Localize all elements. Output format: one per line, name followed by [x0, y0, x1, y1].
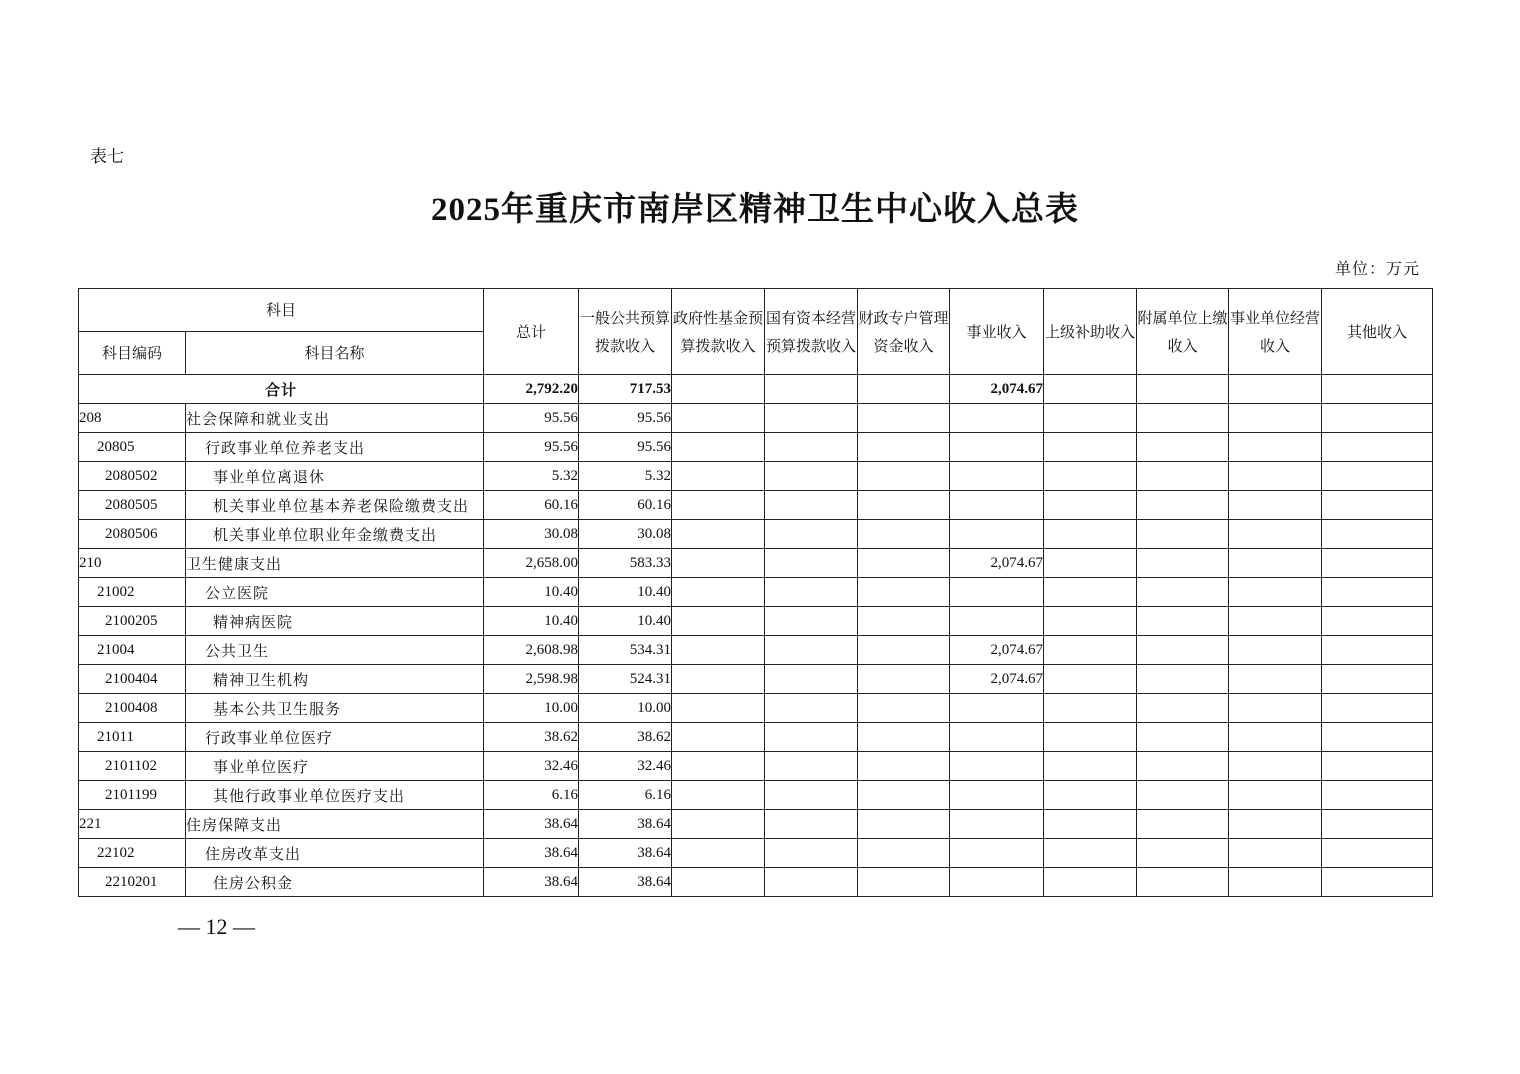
header-total: 总计 — [484, 289, 579, 375]
cell-operating-income — [1229, 665, 1322, 694]
cell-other-income — [1322, 491, 1433, 520]
cell-other-income — [1322, 665, 1433, 694]
cell-subject-code: 2100404 — [79, 665, 186, 694]
cell-special-fund — [858, 404, 950, 433]
cell-gov-fund — [672, 810, 765, 839]
cell-state-capital — [765, 578, 858, 607]
cell-total: 10.40 — [484, 607, 579, 636]
cell-subject-code: 2101102 — [79, 752, 186, 781]
cell-subject-name: 精神病医院 — [186, 607, 484, 636]
cell-affiliated-payment — [1137, 781, 1229, 810]
header-affiliated-payment: 附属单位上缴收入 — [1137, 289, 1229, 375]
cell-affiliated-payment — [1137, 752, 1229, 781]
cell-general-budget: 10.40 — [579, 607, 672, 636]
cell-gov-fund — [672, 578, 765, 607]
cell-superior-subsidy — [1044, 752, 1137, 781]
header-general-budget: 一般公共预算拨款收入 — [579, 289, 672, 375]
cell-subject-code: 2100408 — [79, 694, 186, 723]
cell-superior-subsidy — [1044, 404, 1137, 433]
cell-business-income — [950, 433, 1044, 462]
cell-superior-subsidy — [1044, 694, 1137, 723]
header-state-capital: 国有资本经营预算拨款收入 — [765, 289, 858, 375]
cell-general-budget: 38.64 — [579, 810, 672, 839]
cell-subject-name: 住房保障支出 — [186, 810, 484, 839]
cell-other-income — [1322, 694, 1433, 723]
table-row — [79, 723, 1433, 752]
cell-superior-subsidy — [1044, 810, 1137, 839]
cell-state-capital — [765, 433, 858, 462]
cell-general-budget: 10.00 — [579, 694, 672, 723]
cell-gov-fund — [672, 752, 765, 781]
cell-operating-income — [1229, 781, 1322, 810]
cell-affiliated-payment — [1137, 520, 1229, 549]
cell-special-fund — [858, 636, 950, 665]
cell-special-fund — [858, 694, 950, 723]
cell-operating-income — [1229, 462, 1322, 491]
cell-other-income — [1322, 723, 1433, 752]
cell-special-fund — [858, 578, 950, 607]
cell-general-budget: 60.16 — [579, 491, 672, 520]
cell-total: 6.16 — [484, 781, 579, 810]
cell-total: 32.46 — [484, 752, 579, 781]
cell-other-income — [1322, 549, 1433, 578]
cell-affiliated-payment — [1137, 694, 1229, 723]
cell-subject-code: 2080502 — [79, 462, 186, 491]
cell-total: 30.08 — [484, 520, 579, 549]
cell-general-budget: 38.64 — [579, 839, 672, 868]
cell-total: 2,792.20 — [484, 375, 579, 404]
cell-state-capital — [765, 810, 858, 839]
cell-affiliated-payment — [1137, 723, 1229, 752]
cell-affiliated-payment — [1137, 665, 1229, 694]
cell-general-budget: 38.62 — [579, 723, 672, 752]
cell-subject-name: 基本公共卫生服务 — [186, 694, 484, 723]
cell-subject-code: 2080505 — [79, 491, 186, 520]
cell-affiliated-payment — [1137, 810, 1229, 839]
total-row — [79, 375, 1433, 404]
cell-operating-income — [1229, 375, 1322, 404]
cell-affiliated-payment — [1137, 839, 1229, 868]
cell-gov-fund — [672, 723, 765, 752]
table-row — [79, 781, 1433, 810]
cell-total: 60.16 — [484, 491, 579, 520]
cell-general-budget: 5.32 — [579, 462, 672, 491]
table-row — [79, 520, 1433, 549]
cell-total: 38.64 — [484, 839, 579, 868]
table-row — [79, 462, 1433, 491]
cell-business-income — [950, 694, 1044, 723]
cell-state-capital — [765, 636, 858, 665]
cell-special-fund — [858, 375, 950, 404]
cell-business-income: 2,074.67 — [950, 665, 1044, 694]
cell-gov-fund — [672, 694, 765, 723]
header-superior-subsidy: 上级补助收入 — [1044, 289, 1137, 375]
cell-subject-name: 其他行政事业单位医疗支出 — [186, 781, 484, 810]
cell-state-capital — [765, 491, 858, 520]
unit-label: 单位：万元 — [1334, 261, 1420, 278]
cell-business-income — [950, 868, 1044, 897]
cell-affiliated-payment — [1137, 868, 1229, 897]
cell-total: 10.00 — [484, 694, 579, 723]
cell-business-income: 2,074.67 — [950, 549, 1044, 578]
cell-total: 2,598.98 — [484, 665, 579, 694]
cell-gov-fund — [672, 462, 765, 491]
cell-total: 95.56 — [484, 404, 579, 433]
cell-total: 2,608.98 — [484, 636, 579, 665]
cell-total: 5.32 — [484, 462, 579, 491]
cell-total: 38.64 — [484, 810, 579, 839]
cell-affiliated-payment — [1137, 607, 1229, 636]
cell-general-budget: 38.64 — [579, 868, 672, 897]
cell-superior-subsidy — [1044, 723, 1137, 752]
cell-subject-name: 精神卫生机构 — [186, 665, 484, 694]
cell-other-income — [1322, 781, 1433, 810]
cell-superior-subsidy — [1044, 462, 1137, 491]
header-business-income: 事业收入 — [950, 289, 1044, 375]
cell-state-capital — [765, 723, 858, 752]
cell-affiliated-payment — [1137, 375, 1229, 404]
cell-other-income — [1322, 839, 1433, 868]
cell-special-fund — [858, 491, 950, 520]
cell-gov-fund — [672, 636, 765, 665]
cell-subject-code: 21002 — [79, 578, 186, 607]
cell-operating-income — [1229, 607, 1322, 636]
cell-superior-subsidy — [1044, 636, 1137, 665]
table-row — [79, 433, 1433, 462]
cell-superior-subsidy — [1044, 839, 1137, 868]
cell-superior-subsidy — [1044, 375, 1137, 404]
header-subject: 科目 — [79, 289, 484, 332]
cell-state-capital — [765, 520, 858, 549]
cell-superior-subsidy — [1044, 578, 1137, 607]
cell-gov-fund — [672, 404, 765, 433]
header-code: 科目编码 — [79, 332, 186, 375]
cell-other-income — [1322, 578, 1433, 607]
cell-special-fund — [858, 520, 950, 549]
cell-subject-name: 行政事业单位养老支出 — [186, 433, 484, 462]
cell-gov-fund — [672, 839, 765, 868]
cell-affiliated-payment — [1137, 433, 1229, 462]
cell-other-income — [1322, 636, 1433, 665]
cell-operating-income — [1229, 433, 1322, 462]
cell-state-capital — [765, 868, 858, 897]
cell-superior-subsidy — [1044, 433, 1137, 462]
header-operating-income: 事业单位经营收入 — [1229, 289, 1322, 375]
table-row — [79, 404, 1433, 433]
cell-subject-code: 208 — [79, 404, 186, 433]
table-row — [79, 549, 1433, 578]
cell-subject-name: 事业单位医疗 — [186, 752, 484, 781]
cell-total: 10.40 — [484, 578, 579, 607]
cell-operating-income — [1229, 578, 1322, 607]
header-other-income: 其他收入 — [1322, 289, 1433, 375]
cell-operating-income — [1229, 520, 1322, 549]
cell-special-fund — [858, 752, 950, 781]
cell-other-income — [1322, 404, 1433, 433]
cell-operating-income — [1229, 404, 1322, 433]
cell-affiliated-payment — [1137, 578, 1229, 607]
cell-subject-name: 卫生健康支出 — [186, 549, 484, 578]
cell-state-capital — [765, 549, 858, 578]
cell-business-income — [950, 723, 1044, 752]
total-label: 合计 — [79, 375, 484, 404]
cell-gov-fund — [672, 868, 765, 897]
cell-operating-income — [1229, 868, 1322, 897]
cell-subject-name: 住房改革支出 — [186, 839, 484, 868]
cell-subject-name: 住房公积金 — [186, 868, 484, 897]
cell-subject-name: 社会保障和就业支出 — [186, 404, 484, 433]
cell-gov-fund — [672, 781, 765, 810]
cell-business-income — [950, 462, 1044, 491]
cell-general-budget: 32.46 — [579, 752, 672, 781]
page-title: 2025年重庆市南岸区精神卫生中心收入总表 — [431, 192, 1079, 228]
cell-subject-code: 20805 — [79, 433, 186, 462]
cell-subject-code: 210 — [79, 549, 186, 578]
cell-state-capital — [765, 694, 858, 723]
table-row — [79, 491, 1433, 520]
header-gov-fund: 政府性基金预算拨款收入 — [672, 289, 765, 375]
header-special-fund: 财政专户管理资金收入 — [858, 289, 950, 375]
cell-state-capital — [765, 839, 858, 868]
cell-business-income — [950, 520, 1044, 549]
cell-operating-income — [1229, 839, 1322, 868]
cell-general-budget: 534.31 — [579, 636, 672, 665]
cell-total: 38.64 — [484, 868, 579, 897]
page-number: — 12 — — [178, 914, 255, 939]
cell-subject-name: 公共卫生 — [186, 636, 484, 665]
cell-state-capital — [765, 665, 858, 694]
cell-business-income — [950, 578, 1044, 607]
cell-affiliated-payment — [1137, 549, 1229, 578]
income-summary-table — [78, 288, 1433, 897]
table-row — [79, 578, 1433, 607]
cell-subject-code: 22102 — [79, 839, 186, 868]
cell-other-income — [1322, 810, 1433, 839]
cell-affiliated-payment — [1137, 462, 1229, 491]
cell-gov-fund — [672, 375, 765, 404]
cell-affiliated-payment — [1137, 404, 1229, 433]
header-name: 科目名称 — [186, 332, 484, 375]
cell-special-fund — [858, 723, 950, 752]
cell-subject-name: 事业单位离退休 — [186, 462, 484, 491]
cell-special-fund — [858, 839, 950, 868]
cell-gov-fund — [672, 549, 765, 578]
cell-operating-income — [1229, 491, 1322, 520]
cell-special-fund — [858, 549, 950, 578]
cell-special-fund — [858, 462, 950, 491]
cell-operating-income — [1229, 752, 1322, 781]
cell-state-capital — [765, 781, 858, 810]
cell-subject-name: 公立医院 — [186, 578, 484, 607]
table-row — [79, 752, 1433, 781]
cell-other-income — [1322, 868, 1433, 897]
cell-general-budget: 583.33 — [579, 549, 672, 578]
cell-general-budget: 6.16 — [579, 781, 672, 810]
table-number: 表七 — [90, 147, 124, 166]
cell-other-income — [1322, 433, 1433, 462]
table-row — [79, 694, 1433, 723]
cell-subject-name: 机关事业单位基本养老保险缴费支出 — [186, 491, 484, 520]
cell-business-income — [950, 752, 1044, 781]
cell-general-budget: 10.40 — [579, 578, 672, 607]
cell-general-budget: 30.08 — [579, 520, 672, 549]
cell-other-income — [1322, 607, 1433, 636]
cell-gov-fund — [672, 433, 765, 462]
cell-total: 2,658.00 — [484, 549, 579, 578]
cell-total: 38.62 — [484, 723, 579, 752]
table-row — [79, 839, 1433, 868]
cell-business-income — [950, 781, 1044, 810]
table-row — [79, 810, 1433, 839]
table-row — [79, 636, 1433, 665]
cell-state-capital — [765, 462, 858, 491]
cell-superior-subsidy — [1044, 607, 1137, 636]
cell-superior-subsidy — [1044, 868, 1137, 897]
cell-operating-income — [1229, 810, 1322, 839]
cell-other-income — [1322, 520, 1433, 549]
cell-subject-name: 机关事业单位职业年金缴费支出 — [186, 520, 484, 549]
cell-business-income — [950, 491, 1044, 520]
cell-gov-fund — [672, 520, 765, 549]
cell-state-capital — [765, 404, 858, 433]
cell-special-fund — [858, 607, 950, 636]
cell-superior-subsidy — [1044, 665, 1137, 694]
cell-affiliated-payment — [1137, 491, 1229, 520]
cell-subject-code: 21004 — [79, 636, 186, 665]
cell-operating-income — [1229, 636, 1322, 665]
cell-business-income — [950, 810, 1044, 839]
cell-operating-income — [1229, 723, 1322, 752]
cell-general-budget: 95.56 — [579, 404, 672, 433]
cell-gov-fund — [672, 607, 765, 636]
cell-operating-income — [1229, 694, 1322, 723]
cell-special-fund — [858, 665, 950, 694]
cell-superior-subsidy — [1044, 781, 1137, 810]
table-row — [79, 607, 1433, 636]
cell-business-income — [950, 607, 1044, 636]
cell-operating-income — [1229, 549, 1322, 578]
cell-business-income: 2,074.67 — [950, 636, 1044, 665]
cell-subject-code: 21011 — [79, 723, 186, 752]
cell-other-income — [1322, 462, 1433, 491]
cell-business-income — [950, 839, 1044, 868]
cell-total: 95.56 — [484, 433, 579, 462]
cell-subject-code: 2101199 — [79, 781, 186, 810]
cell-subject-code: 2080506 — [79, 520, 186, 549]
cell-superior-subsidy — [1044, 520, 1137, 549]
cell-subject-code: 221 — [79, 810, 186, 839]
cell-subject-name: 行政事业单位医疗 — [186, 723, 484, 752]
cell-other-income — [1322, 752, 1433, 781]
cell-general-budget: 95.56 — [579, 433, 672, 462]
cell-affiliated-payment — [1137, 636, 1229, 665]
cell-state-capital — [765, 607, 858, 636]
cell-subject-code: 2210201 — [79, 868, 186, 897]
table-row — [79, 868, 1433, 897]
cell-gov-fund — [672, 491, 765, 520]
cell-business-income — [950, 404, 1044, 433]
cell-gov-fund — [672, 665, 765, 694]
cell-general-budget: 524.31 — [579, 665, 672, 694]
cell-subject-code: 2100205 — [79, 607, 186, 636]
cell-superior-subsidy — [1044, 549, 1137, 578]
cell-superior-subsidy — [1044, 491, 1137, 520]
cell-state-capital — [765, 375, 858, 404]
table-row — [79, 665, 1433, 694]
cell-business-income: 2,074.67 — [950, 375, 1044, 404]
cell-general-budget: 717.53 — [579, 375, 672, 404]
cell-special-fund — [858, 433, 950, 462]
cell-other-income — [1322, 375, 1433, 404]
cell-state-capital — [765, 752, 858, 781]
cell-special-fund — [858, 781, 950, 810]
cell-special-fund — [858, 810, 950, 839]
cell-special-fund — [858, 868, 950, 897]
